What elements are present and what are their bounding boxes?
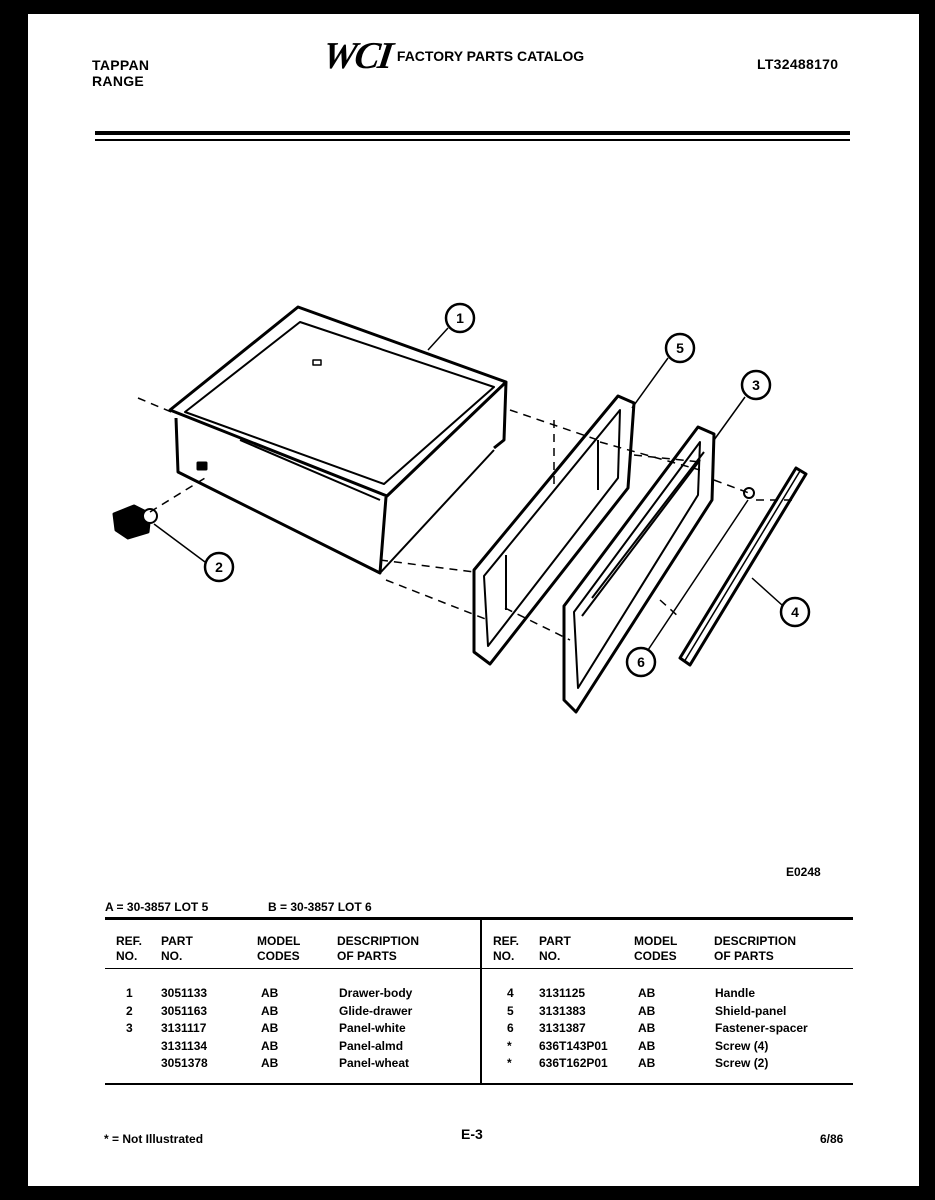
right-row-model: AB <box>638 1003 656 1018</box>
left-row-part: 3051378 <box>161 1056 208 1070</box>
left-row-ref: 2 <box>126 1003 133 1018</box>
left-row-desc: Glide-drawer <box>339 1003 413 1018</box>
handle-drawing <box>680 468 806 665</box>
callout-1 <box>446 304 474 332</box>
product-type: RANGE <box>92 73 145 89</box>
catalog-date: 6/86 <box>820 1132 844 1146</box>
right-row-desc: Fastener-spacer <box>715 1021 808 1035</box>
right-row-part: 636T143P01 <box>539 1038 608 1053</box>
callout-number: 3 <box>752 377 760 393</box>
diagram-code: E0248 <box>786 865 821 879</box>
lot-code-b: B = 30-3857 LOT 6 <box>268 900 372 914</box>
right-row-desc: Screw (4) <box>715 1038 769 1053</box>
left-row-part: 3131117 <box>161 1021 207 1035</box>
header-ref-right: REF. NO. <box>493 934 520 963</box>
right-row-part: 3131383 <box>539 1003 586 1018</box>
left-row-part: 3051133 <box>161 986 208 1000</box>
table-top-rule <box>105 917 853 920</box>
right-row-part: 636T162P01 <box>539 1056 608 1070</box>
right-row-desc: Shield-panel <box>715 1003 787 1018</box>
right-row-model: AB <box>638 986 656 1000</box>
right-row-ref: 4 <box>507 986 514 1000</box>
fastener-drawing <box>744 488 754 498</box>
table-divider <box>480 920 482 1084</box>
drawer-body-drawing <box>170 307 506 573</box>
table-bottom-rule <box>105 1083 853 1085</box>
left-row-ref: 1 <box>126 986 133 1000</box>
not-illustrated-note: * = Not Illustrated <box>104 1132 204 1146</box>
header-ref-left: REF. NO. <box>116 934 143 963</box>
left-row-model: AB <box>261 1003 279 1018</box>
lot-code-a: A = 30-3857 LOT 5 <box>105 900 209 914</box>
header-part-right: PART NO. <box>539 934 571 963</box>
callout-number: 4 <box>791 604 799 620</box>
header-part-left: PART NO. <box>161 934 193 963</box>
right-row-model: AB <box>638 1021 656 1035</box>
alignment-lines <box>138 398 796 640</box>
right-row-ref: * <box>507 1038 512 1053</box>
left-row-model: AB <box>261 986 279 1000</box>
callout-5 <box>666 334 694 362</box>
left-row-part: 3051163 <box>161 1003 208 1018</box>
callout-number: 1 <box>456 310 464 326</box>
left-row-desc: Panel-white <box>339 1021 406 1035</box>
header-model-left: MODEL CODES <box>257 934 301 963</box>
callout-2 <box>205 553 233 581</box>
left-row-desc: Drawer-body <box>339 986 413 1000</box>
right-row-part: 3131125 <box>539 986 586 1000</box>
product-brand: TAPPAN <box>92 57 150 73</box>
left-row-part: 3131134 <box>161 1038 208 1053</box>
right-row-ref: 5 <box>507 1003 514 1018</box>
model-number: LT32488170 <box>757 56 839 72</box>
page-number: E-3 <box>461 1126 483 1142</box>
table-header-rule <box>105 968 853 969</box>
right-row-part: 3131387 <box>539 1021 586 1035</box>
left-row-model: AB <box>261 1038 279 1053</box>
callout-3 <box>742 371 770 399</box>
header-desc-left: DESCRIPTION OF PARTS <box>337 934 420 963</box>
left-row-model: AB <box>261 1021 279 1035</box>
callout-6 <box>627 648 655 676</box>
wci-logo: WCI <box>320 35 394 77</box>
right-row-model: AB <box>638 1038 656 1053</box>
header-model-right: MODEL CODES <box>634 934 678 963</box>
left-row-ref: 3 <box>126 1021 133 1035</box>
callout-number: 2 <box>215 559 223 575</box>
right-row-ref: 6 <box>507 1021 514 1035</box>
callout-4 <box>781 598 809 626</box>
right-row-model: AB <box>638 1056 656 1070</box>
left-row-model: AB <box>261 1056 279 1070</box>
right-row-desc: Screw (2) <box>715 1056 769 1070</box>
right-row-desc: Handle <box>715 986 756 1000</box>
callout-number: 6 <box>637 654 645 670</box>
left-row-desc: Panel-almd <box>339 1038 404 1053</box>
leader-lines <box>154 328 782 650</box>
callout-number: 5 <box>676 340 684 356</box>
left-row-desc: Panel-wheat <box>339 1056 410 1070</box>
header-desc-right: DESCRIPTION OF PARTS <box>714 934 797 963</box>
catalog-title-text: FACTORY PARTS CATALOG <box>396 48 585 64</box>
right-row-ref: * <box>507 1056 512 1070</box>
